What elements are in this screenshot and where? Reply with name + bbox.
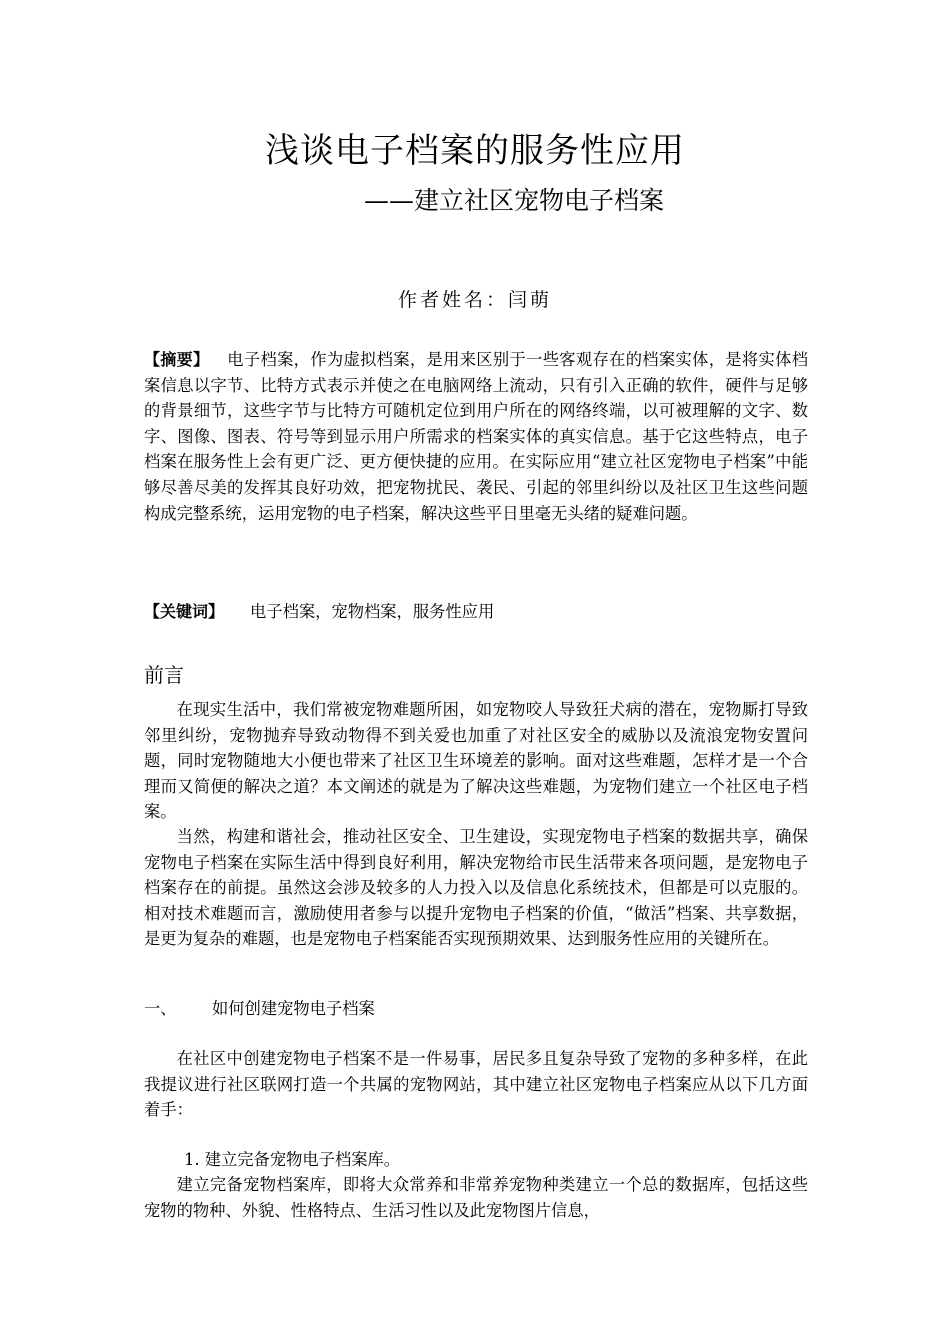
- section-1-title: 如何创建宠物电子档案: [212, 999, 375, 1018]
- abstract-label: 【摘要】: [144, 350, 210, 369]
- section-1-number: 一、: [144, 999, 177, 1018]
- preface-paragraph-1: 在现实生活中，我们常被宠物难题所困，如宠物咬人导致狂犬病的潜在，宠物厮打导致邻里纠纷，宠物抛弃导致动物得不到关爱也加重了对社区安全的威胁以及流浪宠物安置问题，同时宠物随地大小便也带来了社区卫生环境差的影响。面对这些难题，怎样才是一个合理而又简便的解决之道？本文阐述的就是为了解决这些难题，为宠物们建立一个社区电子档案。: [144, 700, 808, 822]
- preface-paragraph-2: 当然，构建和谐社会，推动社区安全、卫生建设，实现宠物电子档案的数据共享，确保宠物电子档案在实际生活中得到良好利用，解决宠物给市民生活带来各项问题，是宠物电子档案存在的前提。虽然这会涉及较多的人力投入以及信息化系统技术，但都是可以克服的。相对技术难题而言，激励使用者参与以提升宠物电子档案的价值，“做活”档案、共享数据，是更为复杂的难题，也是宠物电子档案能否实现预期效果、达到服务性应用的关键所在。: [144, 827, 808, 949]
- keywords-paragraph: [144, 599, 808, 625]
- keywords-text: 电子档案，宠物档案，服务性应用: [250, 602, 495, 621]
- preface-heading: 前言: [144, 663, 184, 687]
- section-1-intro: 在社区中创建宠物电子档案不是一件易事，居民多且复杂导致了宠物的多种多样，在此我提议进行社区联网打造一个共属的宠物网站，其中建立社区宠物电子档案应从以下几方面着手：: [144, 1049, 808, 1120]
- section-1-heading: [144, 996, 375, 1022]
- keywords-label: 【关键词】: [144, 602, 225, 621]
- document-subtitle: ——建立社区宠物电子档案: [364, 186, 665, 215]
- abstract-paragraph: [144, 347, 808, 526]
- item-1-text: 建立完备宠物档案库，即将大众常养和非常养宠物种类建立一个总的数据库，包括这些宠物的物种、外貌、性格特点、生活习性以及此宠物图片信息，: [144, 1175, 808, 1220]
- abstract-text: 电子档案，作为虚拟档案，是用来区别于一些客观存在的档案实体，是将实体档案信息以字节、比特方式表示并使之在电脑网络上流动，只有引入正确的软件，硬件与足够的背景细节，这些字节与比特方可随机定位到用户所在的网络终端，以可被理解的文字、数字、图像、图表、符号等到显示用户所需求的档案实体的真实信息。基于它这些特点，电子档案在服务性上会有更广泛、更方便快捷的应用。在实际应用“建立社区宠物电子档案”中能够尽善尽美的发挥其良好功效，把宠物扰民、袭民、引起的邻里纠纷以及社区卫生这些问题构成完整系统，运用宠物的电子档案，解决这些平日里毫无头绪的疑难问题。: [144, 350, 808, 523]
- item-1-heading: 1. 建立完备宠物电子档案库。: [184, 1150, 401, 1169]
- document-title: 浅谈电子档案的服务性应用: [265, 131, 685, 171]
- author-line: 作者姓名：闫萌: [397, 289, 552, 311]
